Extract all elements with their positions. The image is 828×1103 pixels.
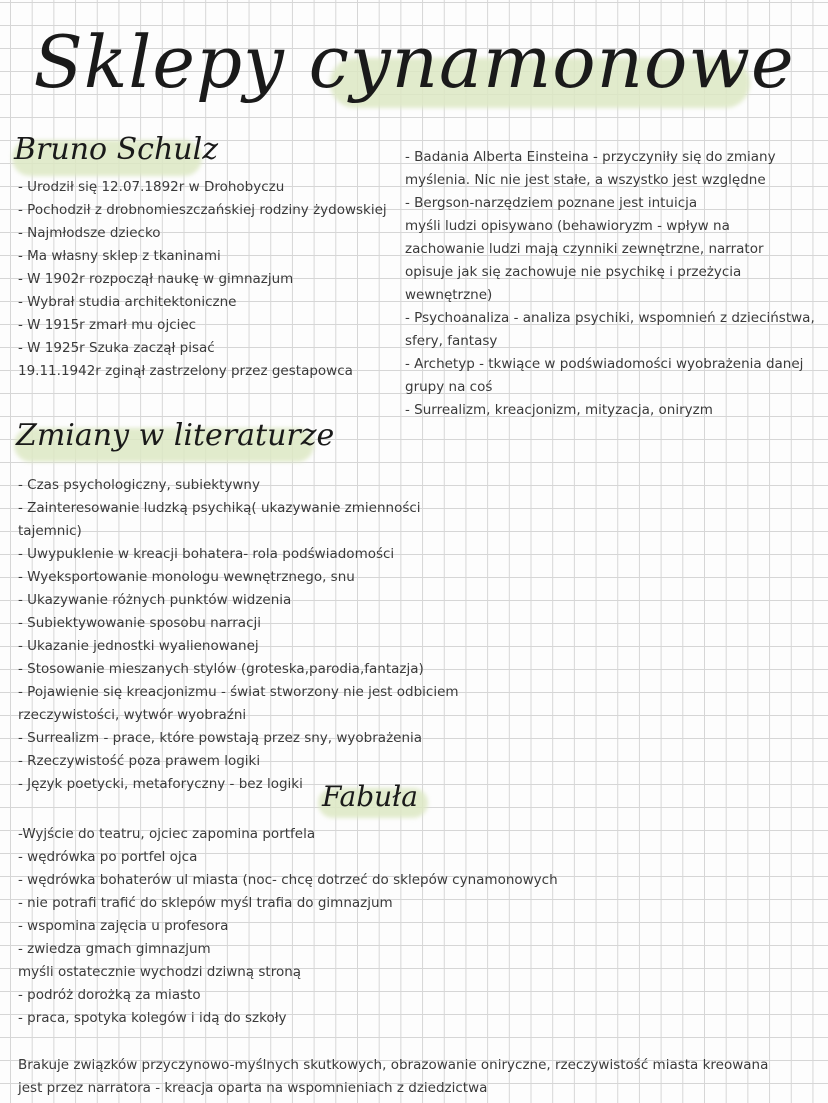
note-line: - Surrealizm, kreacjonizm, mityzacja, oniryzm [405,402,713,418]
note-line: - Ma własny sklep z tkaninami [18,248,221,264]
note-line: - Ukazywanie różnych punktów widzenia [18,592,292,608]
note-line: - Zainteresowanie ludzką psychiką( ukazywanie zmienności [18,500,421,516]
note-line: - Bergson-narzędziem poznane jest intuicja [405,195,698,211]
note-line: - nie potrafi trafić do sklepów myśl trafia do gimnazjum [18,895,393,911]
note-line: - praca, spotyka kolegów i idą do szkoły [18,1010,287,1026]
note-line: opisuje jak się zachowuje nie psychikę i przeżycia [405,264,742,280]
note-line: zachowanie ludzi mają czynniki zewnętrzne, narrator [405,241,764,257]
note-line: - Archetyp - tkwiące w podświadomości wyobrażenia danej [405,356,804,372]
note-line: myśli ludzi opisywano (behawioryzm - wpływ na [405,218,730,234]
note-line: - podróż dorożką za miasto [18,987,201,1003]
note-line: - wspomina zajęcia u profesora [18,918,229,934]
plot-list [18,823,558,1030]
literature-list [18,474,459,796]
note-line: - Najmłodsze dziecko [18,225,161,241]
page-title: Sklepy cynamonowe [33,20,795,104]
note-line: - Badania Alberta Einsteina - przyczyniły się do zmiany [405,149,776,165]
note-line: - Wybrał studia architektoniczne [18,294,237,310]
note-line: - Pochodził z drobnomieszczańskiej rodziny żydowskiej [18,202,387,218]
note-line: - W 1925r Szuka zaczął pisać [18,340,215,356]
heading-bruno-schulz: Bruno Schulz [14,132,219,167]
note-line: - Psychoanaliza - analiza psychiki, wspomnień z dzieciństwa, [405,310,815,326]
note-line: jest przez narratora - kreacja oparta na wspomnieniach z dziedzictwa [18,1080,488,1096]
context-list [405,146,815,422]
note-line: rzeczywistości, wytwór wyobraźni [18,707,247,723]
bio-list [18,176,387,383]
note-line: wewnętrzne) [405,287,493,303]
note-line: tajemnic) [18,523,82,539]
note-line: Brakuje związków przyczynowo-myślnych skutkowych, obrazowanie oniryczne, rzeczywistość miasta kreowana [18,1057,769,1073]
note-line: - Uwypuklenie w kreacji bohatera- rola podświadomości [18,546,395,562]
note-line: - Surrealizm - prace, które powstają przez sny, wyobrażenia [18,730,423,746]
heading-literature-changes: Zmiany w literaturze [16,418,335,453]
note-line: - wędrówka po portfel ojca [18,849,198,865]
note-line: - Ukazanie jednostki wyalienowanej [18,638,259,654]
note-line: - Czas psychologiczny, subiektywny [18,477,260,493]
heading-plot: Fabuła [322,780,418,813]
note-line: - W 1915r zmarł mu ojciec [18,317,197,333]
note-line: - Język poetycki, metaforyczny - bez logiki [18,776,303,792]
note-line: -Wyjście do teatru, ojciec zapomina portfela [18,826,316,842]
note-line: myślenia. Nic nie jest stałe, a wszystko jest względne [405,172,766,188]
note-line: - Stosowanie mieszanych stylów (groteska,parodia,fantazja) [18,661,424,677]
note-line: - Pojawienie się kreacjonizmu - świat stworzony nie jest odbiciem [18,684,459,700]
note-line: - wędrówka bohaterów ul miasta (noc- chcę dotrzeć do sklepów cynamonowych [18,872,558,888]
note-line: 19.11.1942r zginął zastrzelony przez gestapowca [18,363,353,379]
summary-text [18,1054,768,1100]
note-line: - Urodził się 12.07.1892r w Drohobyczu [18,179,285,195]
note-line: - zwiedza gmach gimnazjum [18,941,211,957]
note-line: - Wyeksportowanie monologu wewnętrznego, snu [18,569,355,585]
note-line: sfery, fantasy [405,333,498,349]
note-line: myśli ostatecznie wychodzi dziwną stroną [18,964,302,980]
note-line: - Subiektywowanie sposobu narracji [18,615,261,631]
note-line: - W 1902r rozpoczął naukę w gimnazjum [18,271,294,287]
note-line: - Rzeczywistość poza prawem logiki [18,753,261,769]
note-line: grupy na coś [405,379,493,395]
